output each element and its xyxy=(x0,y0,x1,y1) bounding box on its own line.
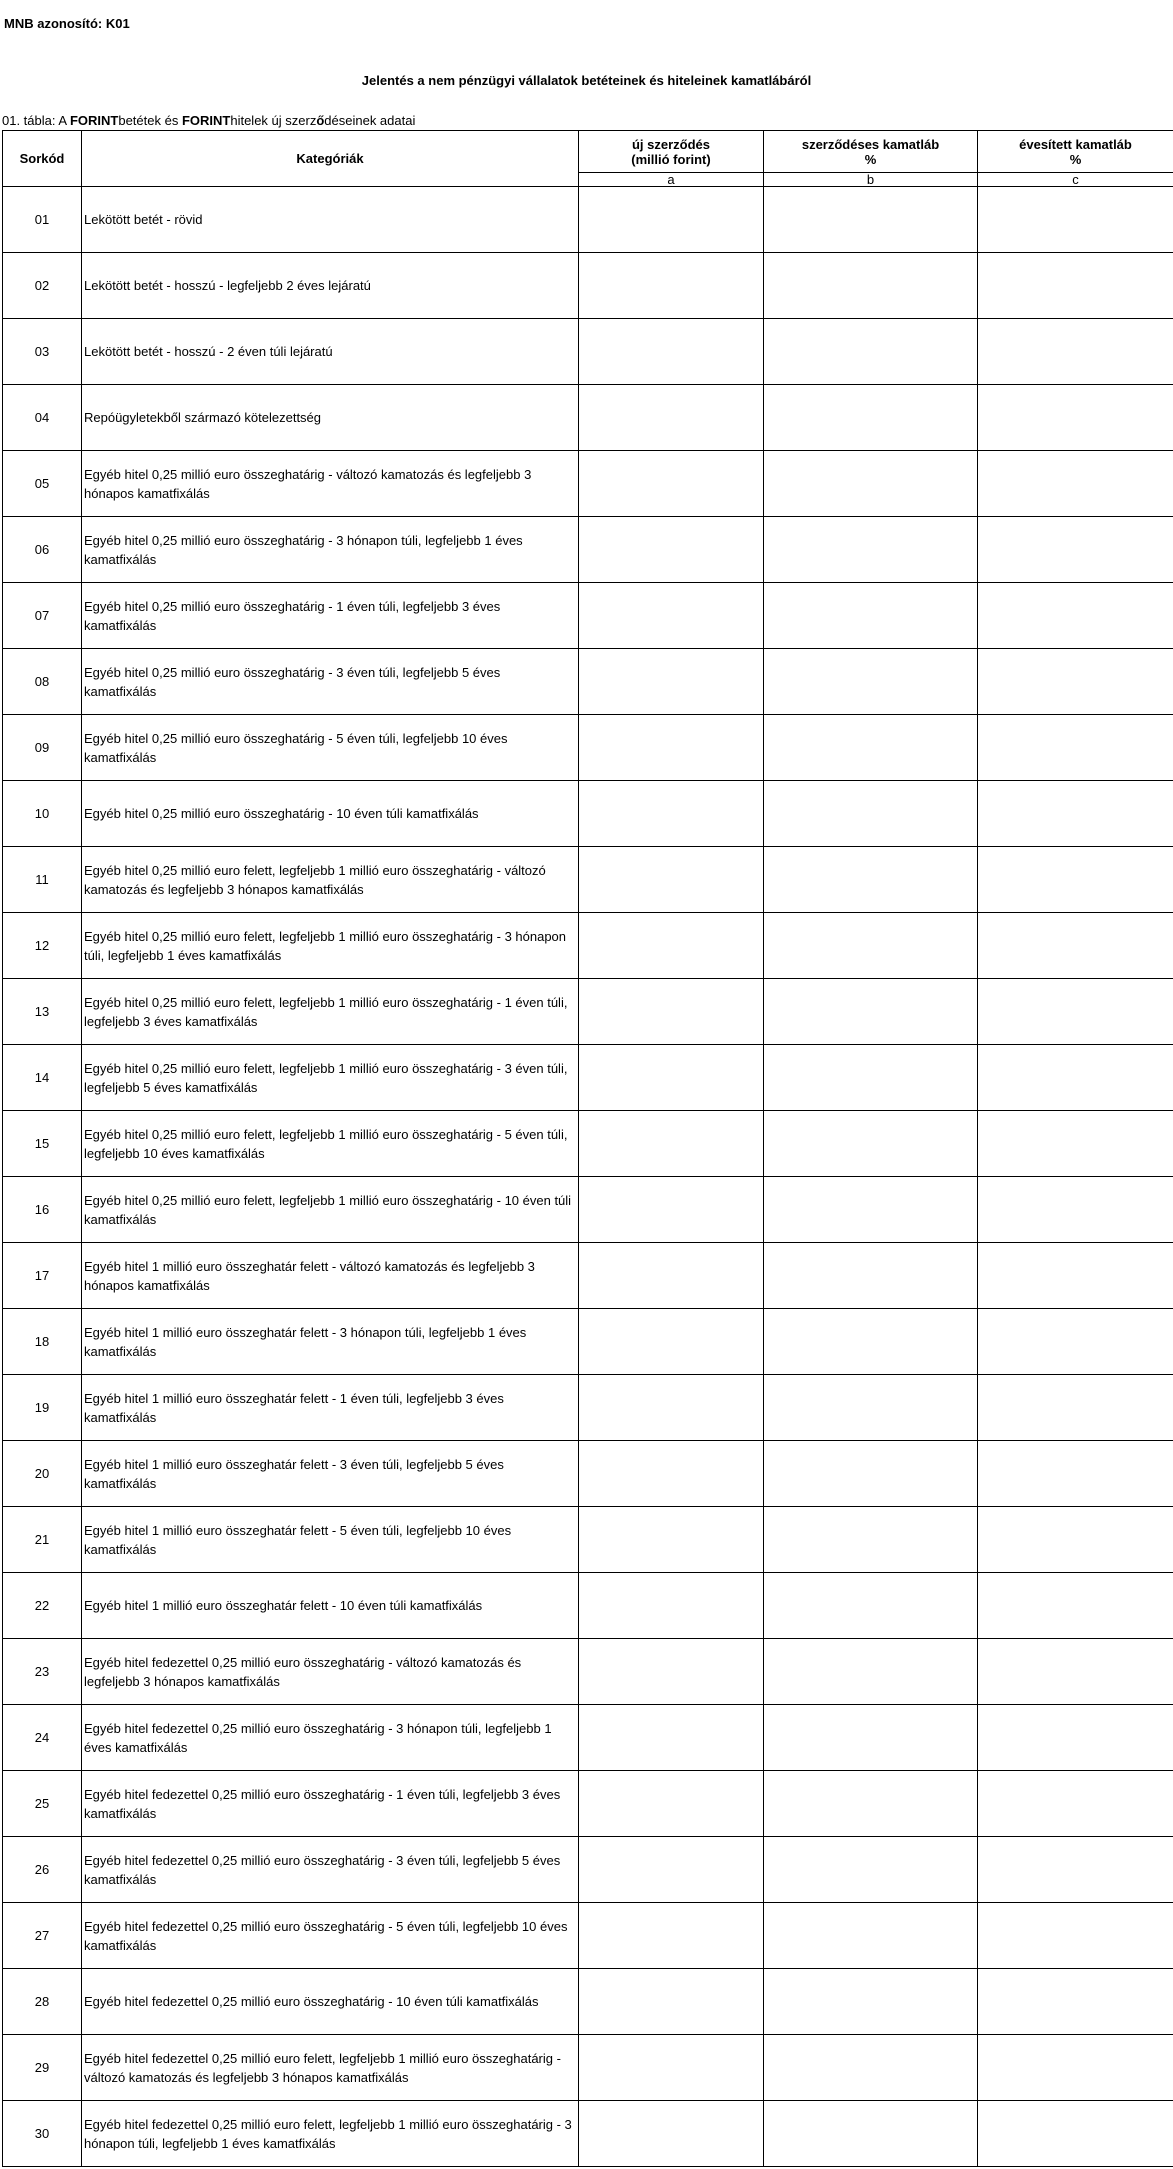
table-row xyxy=(3,451,1173,517)
cell-col-b[interactable] xyxy=(764,1903,978,1969)
row-category: Egyéb hitel fedezettel 0,25 millió euro felett, legfeljebb 1 millió euro összeghatárig - változó kamatozás és legfeljebb 3 hónapos kamatfixálás xyxy=(82,2035,579,2101)
cell-col-b[interactable] xyxy=(764,781,978,847)
row-category: Egyéb hitel 0,25 millió euro összeghatárig - változó kamatozás és legfeljebb 3 hónapos kamatfixálás xyxy=(82,451,579,517)
table-row xyxy=(3,1375,1173,1441)
cell-col-a[interactable] xyxy=(579,649,764,715)
cell-col-c[interactable] xyxy=(978,1969,1173,2035)
cell-col-b[interactable] xyxy=(764,583,978,649)
row-code: 11 xyxy=(3,847,82,913)
cell-col-c[interactable] xyxy=(978,583,1173,649)
cell-col-c[interactable] xyxy=(978,1045,1173,1111)
row-code: 04 xyxy=(3,385,82,451)
row-code: 17 xyxy=(3,1243,82,1309)
cell-col-a[interactable] xyxy=(579,319,764,385)
row-code: 26 xyxy=(3,1837,82,1903)
cell-col-c[interactable] xyxy=(978,451,1173,517)
cell-col-a[interactable] xyxy=(579,979,764,1045)
table-row xyxy=(3,847,1173,913)
table-row xyxy=(3,1441,1173,1507)
row-category: Egyéb hitel fedezettel 0,25 millió euro felett, legfeljebb 1 millió euro összeghatárig - 3 hónapon túli, legfeljebb 1 éves kamatfixálás xyxy=(82,2101,579,2167)
cell-col-c[interactable] xyxy=(978,253,1173,319)
header-letter-c: c xyxy=(978,173,1173,187)
row-category: Egyéb hitel 1 millió euro összeghatár felett - 3 éven túli, legfeljebb 5 éves kamatfixálás xyxy=(82,1441,579,1507)
row-category: Egyéb hitel 1 millió euro összeghatár felett - 3 hónapon túli, legfeljebb 1 éves kamatfixálás xyxy=(82,1309,579,1375)
table-row xyxy=(3,2101,1173,2167)
cell-col-b[interactable] xyxy=(764,1243,978,1309)
row-category: Egyéb hitel 0,25 millió euro összeghatárig - 1 éven túli, legfeljebb 3 éves kamatfixálás xyxy=(82,583,579,649)
cell-col-b[interactable] xyxy=(764,649,978,715)
caption-prefix: 01. tábla: A xyxy=(2,113,70,128)
caption-term-forint-2: FORINT xyxy=(181,113,231,128)
cell-col-a[interactable] xyxy=(579,781,764,847)
cell-col-b[interactable] xyxy=(764,1111,978,1177)
row-category: Egyéb hitel fedezettel 0,25 millió euro összeghatárig - változó kamatozás és legfeljebb 3 hónapos kamatfixálás xyxy=(82,1639,579,1705)
table-row xyxy=(3,1573,1173,1639)
cell-col-c[interactable] xyxy=(978,1243,1173,1309)
table-row xyxy=(3,2035,1173,2101)
cell-col-a[interactable] xyxy=(579,2101,764,2167)
table-row xyxy=(3,385,1173,451)
cell-col-a[interactable] xyxy=(579,1243,764,1309)
row-code: 15 xyxy=(3,1111,82,1177)
row-category: Egyéb hitel 0,25 millió euro felett, legfeljebb 1 millió euro összeghatárig - 10 éven túli kamatfixálás xyxy=(82,1177,579,1243)
cell-col-a[interactable] xyxy=(579,1903,764,1969)
cell-col-b[interactable] xyxy=(764,1573,978,1639)
row-code: 08 xyxy=(3,649,82,715)
row-category: Egyéb hitel fedezettel 0,25 millió euro összeghatárig - 1 éven túli, legfeljebb 3 éves kamatfixálás xyxy=(82,1771,579,1837)
cell-col-a[interactable] xyxy=(579,1111,764,1177)
row-code: 03 xyxy=(3,319,82,385)
row-category: Egyéb hitel 0,25 millió euro összeghatárig - 3 éven túli, legfeljebb 5 éves kamatfixálás xyxy=(82,649,579,715)
row-category: Egyéb hitel 0,25 millió euro összeghatárig - 5 éven túli, legfeljebb 10 éves kamatfixálás xyxy=(82,715,579,781)
cell-col-c[interactable] xyxy=(978,1705,1173,1771)
table-row xyxy=(3,1705,1173,1771)
table-row xyxy=(3,979,1173,1045)
caption-mid-1: betétek és xyxy=(118,113,182,128)
row-category: Egyéb hitel fedezettel 0,25 millió euro összeghatárig - 3 hónapon túli, legfeljebb 1 éves kamatfixálás xyxy=(82,1705,579,1771)
cell-col-a[interactable] xyxy=(579,1969,764,2035)
table-row xyxy=(3,187,1173,253)
header-col-a-line2: (millió forint) xyxy=(631,151,711,167)
cell-col-b[interactable] xyxy=(764,1375,978,1441)
row-code: 02 xyxy=(3,253,82,319)
row-code: 18 xyxy=(3,1309,82,1375)
cell-col-a[interactable] xyxy=(579,1177,764,1243)
row-category: Egyéb hitel 1 millió euro összeghatár felett - 1 éven túli, legfeljebb 3 éves kamatfixálás xyxy=(82,1375,579,1441)
cell-col-c[interactable] xyxy=(978,979,1173,1045)
table-row xyxy=(3,1507,1173,1573)
row-code: 23 xyxy=(3,1639,82,1705)
caption-mid-2: hitelek új szerz xyxy=(230,113,317,128)
cell-col-a[interactable] xyxy=(579,253,764,319)
row-category: Egyéb hitel 0,25 millió euro összeghatárig - 3 hónapon túli, legfeljebb 1 éves kamatfixálás xyxy=(82,517,579,583)
row-category: Egyéb hitel 0,25 millió euro felett, legfeljebb 1 millió euro összeghatárig - 3 éven túli, legfeljebb 5 éves kamatfixálás xyxy=(82,1045,579,1111)
cell-col-c[interactable] xyxy=(978,1111,1173,1177)
row-code: 19 xyxy=(3,1375,82,1441)
cell-col-a[interactable] xyxy=(579,715,764,781)
row-code: 30 xyxy=(3,2101,82,2167)
row-category: Egyéb hitel 0,25 millió euro felett, legfeljebb 1 millió euro összeghatárig - 5 éven túli, legfeljebb 10 éves kamatfixálás xyxy=(82,1111,579,1177)
table-row xyxy=(3,583,1173,649)
cell-col-b[interactable] xyxy=(764,253,978,319)
table-row xyxy=(3,1309,1173,1375)
cell-col-c[interactable] xyxy=(978,1507,1173,1573)
cell-col-a[interactable] xyxy=(579,1837,764,1903)
cell-col-b[interactable] xyxy=(764,385,978,451)
row-code: 01 xyxy=(3,187,82,253)
row-category: Egyéb hitel 1 millió euro összeghatár felett - 5 éven túli, legfeljebb 10 éves kamatfixálás xyxy=(82,1507,579,1573)
cell-col-a[interactable] xyxy=(579,2035,764,2101)
row-code: 22 xyxy=(3,1573,82,1639)
cell-col-b[interactable] xyxy=(764,451,978,517)
row-category: Repóügyletekből származó kötelezettség xyxy=(82,385,579,451)
cell-col-a[interactable] xyxy=(579,1705,764,1771)
cell-col-a[interactable] xyxy=(579,451,764,517)
row-code: 12 xyxy=(3,913,82,979)
cell-col-b[interactable] xyxy=(764,1045,978,1111)
cell-col-a[interactable] xyxy=(579,1441,764,1507)
header-letter-b: b xyxy=(764,173,978,187)
cell-col-a[interactable] xyxy=(579,187,764,253)
cell-col-c[interactable] xyxy=(978,1177,1173,1243)
cell-col-b[interactable] xyxy=(764,1507,978,1573)
row-code: 24 xyxy=(3,1705,82,1771)
row-category: Egyéb hitel fedezettel 0,25 millió euro összeghatárig - 5 éven túli, legfeljebb 10 éves kamatfixálás xyxy=(82,1903,579,1969)
row-category: Lekötött betét - hosszú - legfeljebb 2 éves lejáratú xyxy=(82,253,579,319)
row-code: 21 xyxy=(3,1507,82,1573)
cell-col-c[interactable] xyxy=(978,1771,1173,1837)
table-row xyxy=(3,1639,1173,1705)
cell-col-b[interactable] xyxy=(764,319,978,385)
cell-col-b[interactable] xyxy=(764,517,978,583)
row-category: Egyéb hitel 0,25 millió euro felett, legfeljebb 1 millió euro összeghatárig - változó kamatozás és legfeljebb 3 hónapos kamatfixálás xyxy=(82,847,579,913)
row-category: Egyéb hitel 0,25 millió euro felett, legfeljebb 1 millió euro összeghatárig - 3 hónapon túli, legfeljebb 1 éves kamatfixálás xyxy=(82,913,579,979)
row-code: 29 xyxy=(3,2035,82,2101)
row-category: Lekötött betét - rövid xyxy=(82,187,579,253)
table-row xyxy=(3,1969,1173,2035)
cell-col-c[interactable] xyxy=(978,1309,1173,1375)
row-code: 25 xyxy=(3,1771,82,1837)
cell-col-b[interactable] xyxy=(764,2101,978,2167)
cell-col-c[interactable] xyxy=(978,847,1173,913)
data-table xyxy=(2,130,1173,2167)
cell-col-c[interactable] xyxy=(978,319,1173,385)
cell-col-a[interactable] xyxy=(579,1573,764,1639)
cell-col-c[interactable] xyxy=(978,1903,1173,1969)
cell-col-b[interactable] xyxy=(764,187,978,253)
row-category: Egyéb hitel 0,25 millió euro összeghatárig - 10 éven túli kamatfixálás xyxy=(82,781,579,847)
cell-col-c[interactable] xyxy=(978,385,1173,451)
table-row xyxy=(3,913,1173,979)
row-category: Lekötött betét - hosszú - 2 éven túli lejáratú xyxy=(82,319,579,385)
row-category: Egyéb hitel 0,25 millió euro felett, legfeljebb 1 millió euro összeghatárig - 1 éven túli, legfeljebb 3 éves kamatfixálás xyxy=(82,979,579,1045)
cell-col-c[interactable] xyxy=(978,715,1173,781)
table-row xyxy=(3,517,1173,583)
header-kategoriak: Kategóriák xyxy=(82,131,579,187)
cell-col-b[interactable] xyxy=(764,1441,978,1507)
cell-col-c[interactable] xyxy=(978,187,1173,253)
row-code: 27 xyxy=(3,1903,82,1969)
cell-col-a[interactable] xyxy=(579,847,764,913)
row-code: 07 xyxy=(3,583,82,649)
cell-col-b[interactable] xyxy=(764,913,978,979)
cell-col-c[interactable] xyxy=(978,1375,1173,1441)
table-caption xyxy=(2,113,415,128)
header-col-b-line2: % xyxy=(864,151,877,167)
cell-col-b[interactable] xyxy=(764,2035,978,2101)
table-row xyxy=(3,1111,1173,1177)
table-row xyxy=(3,1837,1173,1903)
header-sorkod: Sorkód xyxy=(3,131,82,187)
table-row xyxy=(3,649,1173,715)
header-col-c xyxy=(978,131,1173,173)
row-code: 06 xyxy=(3,517,82,583)
header-col-b xyxy=(764,131,978,173)
row-code: 13 xyxy=(3,979,82,1045)
row-category: Egyéb hitel fedezettel 0,25 millió euro összeghatárig - 3 éven túli, legfeljebb 5 éves kamatfixálás xyxy=(82,1837,579,1903)
cell-col-a[interactable] xyxy=(579,1309,764,1375)
cell-col-c[interactable] xyxy=(978,649,1173,715)
cell-col-a[interactable] xyxy=(579,1507,764,1573)
header-col-a xyxy=(579,131,764,173)
cell-col-a[interactable] xyxy=(579,1375,764,1441)
cell-col-b[interactable] xyxy=(764,1639,978,1705)
cell-col-c[interactable] xyxy=(978,1441,1173,1507)
header-col-a-line1: új szerződés xyxy=(631,136,711,152)
row-code: 14 xyxy=(3,1045,82,1111)
cell-col-c[interactable] xyxy=(978,781,1173,847)
cell-col-c[interactable] xyxy=(978,2035,1173,2101)
cell-col-b[interactable] xyxy=(764,1771,978,1837)
mnb-identifier: MNB azonosító: K01 xyxy=(4,16,130,31)
row-category: Egyéb hitel 1 millió euro összeghatár felett - változó kamatozás és legfeljebb 3 hónapos kamatfixálás xyxy=(82,1243,579,1309)
row-code: 20 xyxy=(3,1441,82,1507)
table-row xyxy=(3,253,1173,319)
row-code: 10 xyxy=(3,781,82,847)
cell-col-c[interactable] xyxy=(978,2101,1173,2167)
cell-col-a[interactable] xyxy=(579,1045,764,1111)
row-code: 16 xyxy=(3,1177,82,1243)
cell-col-b[interactable] xyxy=(764,1969,978,2035)
cell-col-a[interactable] xyxy=(579,913,764,979)
report-title: Jelentés a nem pénzügyi vállalatok betéteinek és hiteleinek kamatlábáról xyxy=(361,73,812,88)
cell-col-b[interactable] xyxy=(764,847,978,913)
cell-col-c[interactable] xyxy=(978,913,1173,979)
cell-col-b[interactable] xyxy=(764,1705,978,1771)
row-category: Egyéb hitel 1 millió euro összeghatár felett - 10 éven túli kamatfixálás xyxy=(82,1573,579,1639)
caption-term-forint-1: FORINT xyxy=(69,113,119,128)
table-row xyxy=(3,1045,1173,1111)
table-row xyxy=(3,319,1173,385)
cell-col-a[interactable] xyxy=(579,385,764,451)
cell-col-b[interactable] xyxy=(764,1837,978,1903)
table-row xyxy=(3,1243,1173,1309)
row-category: Egyéb hitel fedezettel 0,25 millió euro összeghatárig - 10 éven túli kamatfixálás xyxy=(82,1969,579,2035)
table-row xyxy=(3,1771,1173,1837)
cell-col-b[interactable] xyxy=(764,979,978,1045)
table-row xyxy=(3,1177,1173,1243)
cell-col-b[interactable] xyxy=(764,715,978,781)
cell-col-c[interactable] xyxy=(978,1639,1173,1705)
cell-col-a[interactable] xyxy=(579,1639,764,1705)
cell-col-a[interactable] xyxy=(579,1771,764,1837)
cell-col-c[interactable] xyxy=(978,1837,1173,1903)
caption-o-char: ő xyxy=(316,113,325,128)
header-letter-a: a xyxy=(579,173,764,187)
table-row xyxy=(3,715,1173,781)
cell-col-b[interactable] xyxy=(764,1309,978,1375)
row-code: 05 xyxy=(3,451,82,517)
table-row xyxy=(3,781,1173,847)
row-code: 09 xyxy=(3,715,82,781)
header-col-c-line2: % xyxy=(1069,151,1082,167)
table-body xyxy=(3,187,1173,2167)
cell-col-a[interactable] xyxy=(579,517,764,583)
cell-col-c[interactable] xyxy=(978,517,1173,583)
cell-col-b[interactable] xyxy=(764,1177,978,1243)
row-code: 28 xyxy=(3,1969,82,2035)
header-col-c-line1: évesített kamatláb xyxy=(1019,136,1132,152)
caption-suffix: déseinek adatai xyxy=(324,113,416,128)
cell-col-c[interactable] xyxy=(978,1573,1173,1639)
table-row xyxy=(3,1903,1173,1969)
header-col-b-line1: szerződéses kamatláb xyxy=(801,136,940,152)
cell-col-a[interactable] xyxy=(579,583,764,649)
